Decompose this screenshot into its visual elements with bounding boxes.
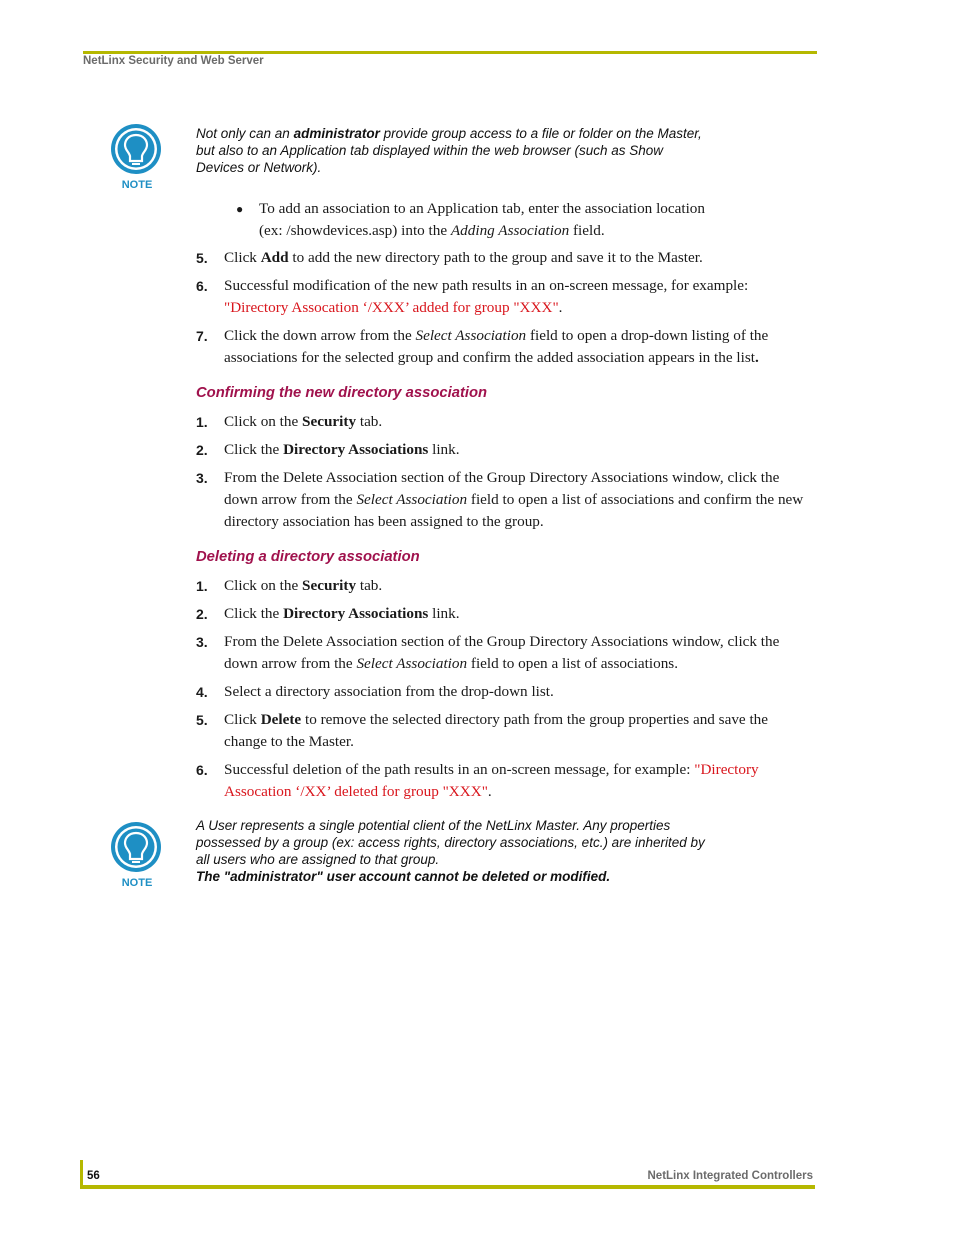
note-icon-label: NOTE <box>121 179 153 191</box>
step-number: 1. <box>196 578 208 594</box>
header-rule <box>83 51 817 54</box>
step-number: 4. <box>196 684 208 700</box>
step-text: Click the Directory Associations link. <box>224 441 460 458</box>
step-number: 6. <box>196 762 208 778</box>
note-2: A User represents a single potential client of the NetLinx Master. Any properties possessed by a group (ex: access rights, directory associations, etc.) are inherited by all users who are assigned to that group. The "administrator" user account cannot be deleted or modified. <box>196 818 705 884</box>
step-number: 3. <box>196 470 208 486</box>
step-text: From the Delete Association section of the Group Directory Associations window, click the down arrow from the Select Association field to open a list of associations and confirm the new directory association has been assigned to the group. <box>224 469 804 530</box>
section-heading-deleting: Deleting a directory association <box>196 549 420 565</box>
step-text: Click the down arrow from the Select Association field to open a drop-down listing of the associations for the selected group and confirm the added association appears in the list. <box>224 327 769 366</box>
step-number: 2. <box>196 442 208 458</box>
running-head: NetLinx Security and Web Server <box>83 55 264 67</box>
step-number: 7. <box>196 328 208 344</box>
step-text: Click on the Security tab. <box>224 413 383 430</box>
step-text: Successful deletion of the path results in an on-screen message, for example: "Directory Assocation ‘/XX’ deleted for group "XXX". <box>224 761 759 800</box>
step-number: 6. <box>196 278 208 294</box>
step-text: Click on the Security tab. <box>224 577 383 594</box>
step-number: 2. <box>196 606 208 622</box>
note-1: Not only can an administrator provide group access to a file or folder on the Master, but also to an Application tab displayed within the web browser (such as Show Devices or Network). <box>196 126 702 175</box>
step-text: Click Delete to remove the selected directory path from the group properties and save the change to the Master. <box>224 711 769 750</box>
bullet-dot: ● <box>236 202 244 216</box>
footer-title: NetLinx Integrated Controllers <box>647 1170 813 1182</box>
footer-rule <box>80 1185 815 1189</box>
section-heading-confirming: Confirming the new directory association <box>196 385 488 401</box>
step-text: Click Add to add the new directory path to the group and save it to the Master. <box>224 249 703 266</box>
bullet-item: To add an association to an Application tab, enter the association location (ex: /showdevices.asp) into the Adding Association field. <box>259 200 705 239</box>
step-number: 3. <box>196 634 208 650</box>
page-number: 56 <box>87 1170 100 1182</box>
step-number: 1. <box>196 414 208 430</box>
step-text: Select a directory association from the drop-down list. <box>224 683 554 700</box>
note-lightbulb-icon <box>108 122 166 192</box>
step-text: Click the Directory Associations link. <box>224 605 460 622</box>
note-icon-label: NOTE <box>121 877 153 889</box>
step-text: Successful modification of the new path results in an on-screen message, for example: "Directory Assocation ‘/XXX’ added for group "XXX". <box>224 277 749 316</box>
note-lightbulb-icon <box>108 820 166 890</box>
step-number: 5. <box>196 250 208 266</box>
step-number: 5. <box>196 712 208 728</box>
step-text: From the Delete Association section of the Group Directory Associations window, click the down arrow from the Select Association field to open a list of associations. <box>224 633 780 672</box>
